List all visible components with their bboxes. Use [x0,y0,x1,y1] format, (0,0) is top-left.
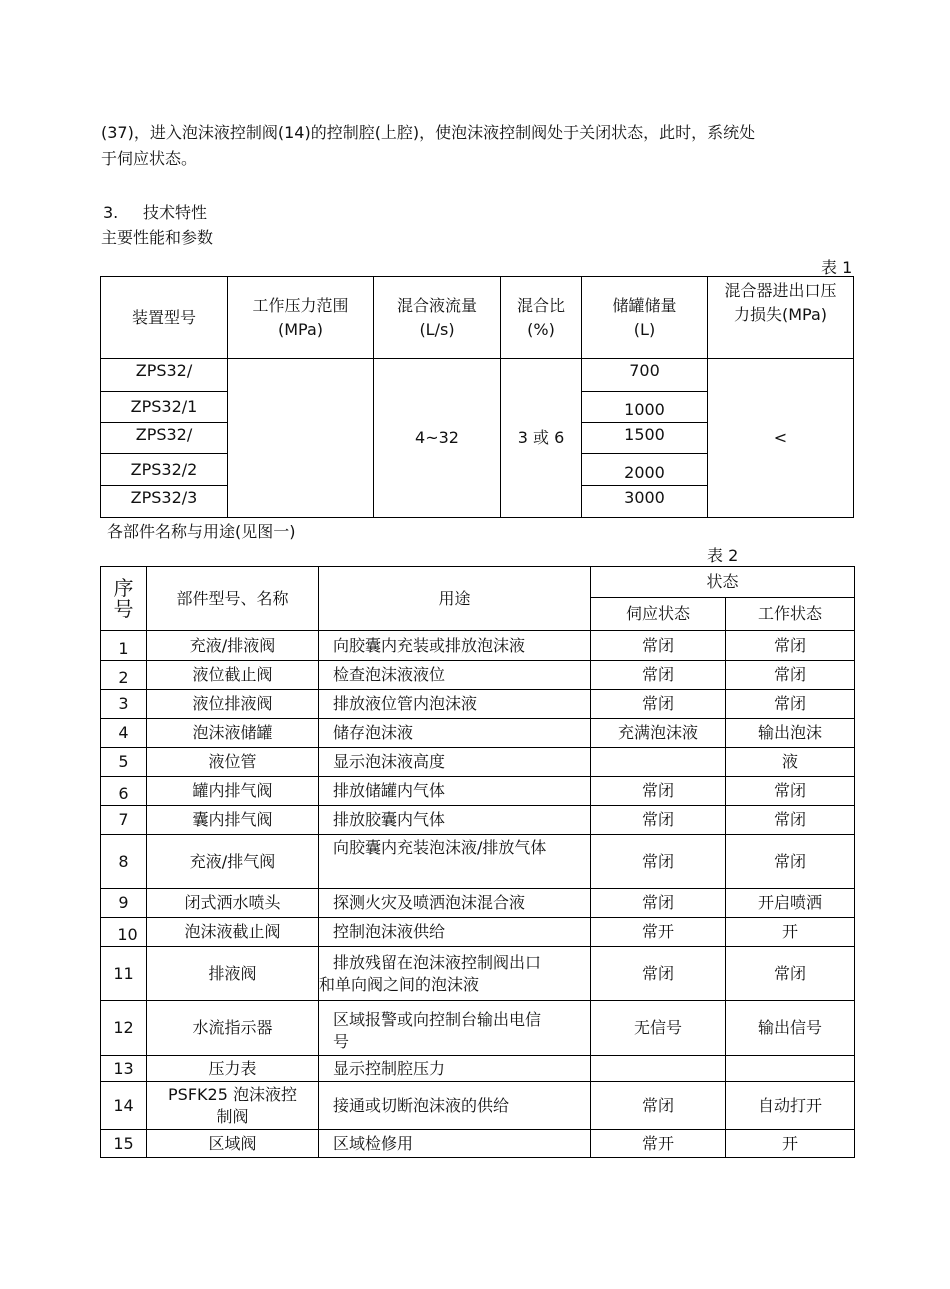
section-number: 3. [103,203,119,222]
row-no: 13 [101,1056,147,1082]
row-use: 向胶囊内充装或排放泡沫液 [319,631,591,661]
row-working: 开启喷洒 [726,889,855,918]
row-standby: 无信号 [591,1001,726,1056]
row-no: 2 [101,661,147,690]
row-working: 自动打开 [726,1082,855,1130]
loss-cell: < [708,359,854,518]
storage-cell: 3000 [582,486,708,518]
row-standby: 常开 [591,918,726,947]
row-use: 排放液位管内泡沫液 [319,690,591,719]
row-standby: 充满泡沫液 [591,719,726,748]
row-working: 常闭 [726,631,855,661]
row-name: 压力表 [147,1056,319,1082]
table-row [101,1130,855,1158]
row-standby: 常闭 [591,806,726,835]
row-name: 充液/排气阀 [147,835,319,889]
row-name: 泡沫液截止阀 [147,918,319,947]
model-cell: ZPS32/ [101,359,228,392]
row-no: 8 [101,835,147,889]
row-use: 排放胶囊内气体 [319,806,591,835]
row-no: 10 [101,918,147,947]
row-use: 储存泡沫液 [319,719,591,748]
row-no: 4 [101,719,147,748]
row-standby: 常闭 [591,631,726,661]
table1 [100,276,854,518]
row-use: 显示控制腔压力 [319,1056,591,1082]
row-standby: 常闭 [591,889,726,918]
ratio-cell: 3 或 6 [501,359,582,518]
row-standby: 常开 [591,1130,726,1158]
row-working: 常闭 [726,690,855,719]
row-use: 检查泡沫液液位 [319,661,591,690]
row-use: 探测火灾及喷洒泡沫混合液 [319,889,591,918]
row-standby: 常闭 [591,661,726,690]
model-cell: ZPS32/1 [101,392,228,423]
row-standby: 常闭 [591,777,726,806]
model-cell: ZPS32/ [101,423,228,454]
row-use: 排放储罐内气体 [319,777,591,806]
row-standby [591,1056,726,1082]
row-working [726,1056,855,1082]
storage-cell: 2000 [582,454,708,486]
section-title: 技术特性 [143,203,208,222]
row-no: 14 [101,1082,147,1130]
table-row [101,1001,855,1056]
row-no: 15 [101,1130,147,1158]
row-use: 显示泡沫液高度 [319,748,591,777]
section-subtitle: 主要性能和参数 [101,228,214,247]
row-working: 开 [726,1130,855,1158]
row-name: 闭式洒水喷头 [147,889,319,918]
table-row [101,748,855,777]
header-name: 部件型号、名称 [147,567,319,631]
table1-header-row [101,277,854,359]
row-use: 排放残留在泡沫液控制阀出口 和单向阀之间的泡沫液 [319,947,591,1001]
pressure-cell [228,359,374,518]
row-name: 液位排液阀 [147,690,319,719]
row-name: 液位管 [147,748,319,777]
storage-cell: 700 [582,359,708,392]
table-row [101,889,855,918]
row-working: 常闭 [726,835,855,889]
table2-caption: 表 2 [707,546,739,565]
row-name: 区域阀 [147,1130,319,1158]
row-standby [591,748,726,777]
table-row [101,661,855,690]
row-working: 常闭 [726,947,855,1001]
row-standby: 常闭 [591,835,726,889]
header-no: 序号 [101,567,147,631]
row-name: 液位截止阀 [147,661,319,690]
header-pressure: 工作压力范围 (MPa) [228,277,374,359]
row-use: 控制泡沫液供给 [319,918,591,947]
row-no: 6 [101,777,147,806]
table-row [101,1056,855,1082]
row-standby: 常闭 [591,690,726,719]
header-working: 工作状态 [726,598,855,631]
table-row [101,918,855,947]
row-no: 11 [101,947,147,1001]
table-row [101,947,855,1001]
row-name: 泡沫液储罐 [147,719,319,748]
header-storage: 储罐储量 (L) [582,277,708,359]
intro-line-1: (37)，进入泡沫液控制阀(14)的控制腔(上腔)，使泡沫液控制阀处于关闭状态，此时，系统处 [101,123,756,142]
table-row [101,835,855,889]
row-no: 3 [101,690,147,719]
row-working: 输出信号 [726,1001,855,1056]
header-state: 状态 [591,567,855,598]
row-working: 常闭 [726,777,855,806]
header-model: 装置型号 [101,277,228,359]
row-working: 液 [726,748,855,777]
row-working: 开 [726,918,855,947]
table2 [100,566,855,1158]
table1-caption: 表 1 [821,258,853,277]
row-no: 9 [101,889,147,918]
row-working: 常闭 [726,661,855,690]
table1-row [101,359,854,392]
model-cell: ZPS32/2 [101,454,228,486]
storage-cell: 1500 [582,423,708,454]
parts-title: 各部件名称与用途(见图一) [107,522,296,541]
row-name: 罐内排气阀 [147,777,319,806]
table2-header-row [101,567,855,598]
row-name: 水流指示器 [147,1001,319,1056]
flow-cell: 4~32 [374,359,501,518]
row-use: 区域报警或向控制台输出电信 号 [319,1001,591,1056]
row-name: 囊内排气阀 [147,806,319,835]
storage-cell: 1000 [582,392,708,423]
table-row [101,719,855,748]
row-name: 充液/排液阀 [147,631,319,661]
table-row [101,806,855,835]
table-row [101,1082,855,1130]
row-no: 1 [101,631,147,661]
table-row [101,631,855,661]
header-use: 用途 [319,567,591,631]
intro-line-2: 于伺应状态。 [101,149,198,168]
row-working: 输出泡沫 [726,719,855,748]
model-cell: ZPS32/3 [101,486,228,518]
row-use: 区域检修用 [319,1130,591,1158]
header-standby: 伺应状态 [591,598,726,631]
row-working: 常闭 [726,806,855,835]
row-no: 7 [101,806,147,835]
row-name: PSFK25 泡沫液控 制阀 [147,1082,319,1130]
row-use: 向胶囊内充装泡沫液/排放气体 [319,835,591,889]
row-no: 12 [101,1001,147,1056]
row-standby: 常闭 [591,947,726,1001]
table-row [101,777,855,806]
row-no: 5 [101,748,147,777]
row-use: 接通或切断泡沫液的供给 [319,1082,591,1130]
header-flow: 混合液流量 (L/s) [374,277,501,359]
row-standby: 常闭 [591,1082,726,1130]
row-name: 排液阀 [147,947,319,1001]
header-loss: 混合器进出口压 力损失(MPa) [708,277,854,359]
header-ratio: 混合比 (%) [501,277,582,359]
table-row [101,690,855,719]
